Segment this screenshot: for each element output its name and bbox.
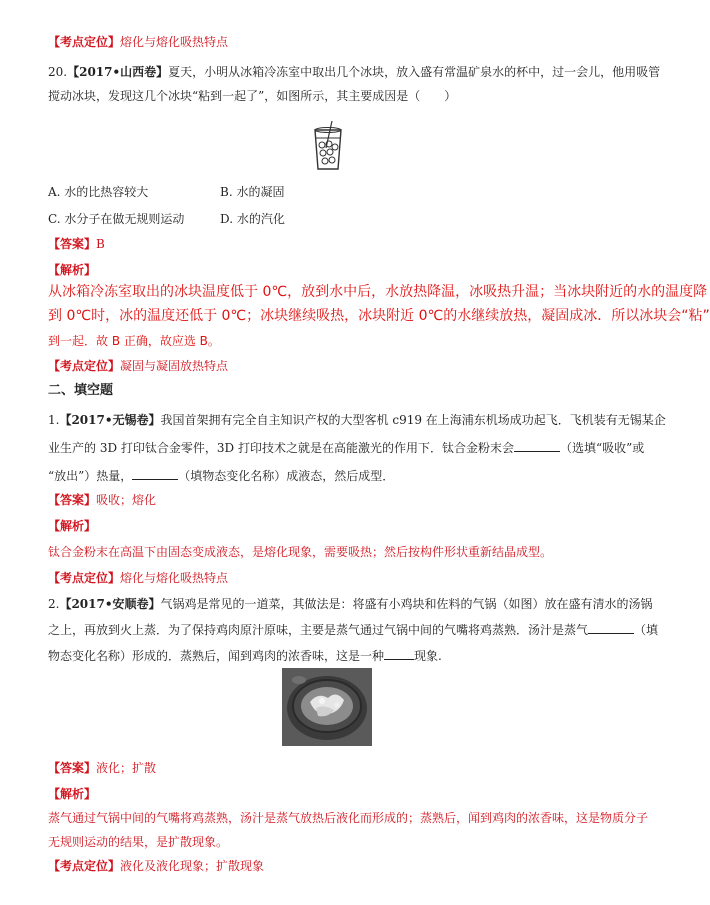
q2-answer-line: [48, 760, 596, 776]
q2-source: 【2017•安顺卷】: [59, 597, 161, 611]
analysis-tag: 【解析】: [48, 263, 97, 277]
q2-stem-line2: [48, 622, 659, 638]
q20-analysis-line3: 到一起．故 B 正确，故应选 B。: [48, 334, 220, 348]
q2-analysis-tag-line: [48, 786, 596, 802]
answer-text: B: [96, 237, 105, 251]
kaodian-text: 熔化与熔化吸热特点: [120, 571, 229, 585]
q20-stem-line1: [48, 64, 661, 80]
q20-analysis-line2: 到 0℃时，冰的温度还低于 0℃；冰块继续吸热，冰块附近 0℃的水继续放热，凝固成冰．所以冰块会“粘”: [48, 308, 710, 324]
q1-analysis-text: 钛合金粉末在高温下由固态变成液态，是熔化现象，需要吸热；然后按构件形状重新结晶成型。: [48, 545, 553, 559]
q1-stem-text3-start: “放出”）热量，: [48, 469, 133, 483]
answer-text: 吸收；熔化: [96, 493, 157, 507]
prev-kaodian-line: [48, 34, 596, 50]
answer-blank: [514, 440, 560, 452]
q2-number: 2.: [48, 597, 60, 611]
q2-stem-text1: 气锅鸡是常见的一道菜，其做法是：将盛有小鸡块和佐料的气锅（如图）放在盛有清水的汤锅: [160, 597, 653, 611]
answer-tag: 【答案】: [48, 493, 97, 507]
section-title: 二、填空题: [48, 383, 114, 398]
q2-stem-text2: 之上，再放到火上蒸．为了保持鸡肉原汁原味，主要是蒸气通过气锅中间的气嘴将鸡蒸熟．汤汁是蒸气: [48, 623, 589, 637]
q1-stem-text2-end: （选填“吸收”或: [559, 441, 645, 455]
q1-stem-line2: [48, 440, 645, 456]
q2-stem-line1: [48, 596, 653, 612]
q20-stem-line2: 搅动冰块，发现这几个冰块“粘到一起了”，如图所示，其主要成因是（ ）: [48, 89, 457, 103]
answer-tag: 【答案】: [48, 237, 97, 251]
q20-stem-text1: 夏天，小明从冰箱冷冻室中取出几个冰块，放入盛有常温矿泉水的杯中，过一会儿，他用吸管: [168, 65, 661, 79]
q2-stem-line3: [48, 648, 596, 664]
q20-number: 20.: [48, 65, 68, 79]
q2-analysis-line2: 无规则运动的结果，是扩散现象。: [48, 835, 229, 849]
answer-tag: 【答案】: [48, 761, 97, 775]
option-c: C. 水分子在做无规则运动: [48, 212, 185, 226]
kaodian-text: 凝固与凝固放热特点: [120, 359, 229, 373]
kaodian-tag: 【考点定位】: [48, 35, 121, 49]
q1-stem-line3: [48, 468, 596, 484]
q20-source: 【2017•山西卷】: [67, 65, 169, 79]
q2-stem-text3-end: 现象.: [414, 649, 442, 663]
q2-stem-text2-end: （填: [634, 623, 659, 637]
option-b: B. 水的凝固: [220, 185, 285, 199]
option-a: A. 水的比热容较大: [48, 185, 149, 199]
q2-stem-text3-start: 物态变化名称）形成的．蒸熟后，闻到鸡肉的浓香味，这是一种: [48, 649, 385, 663]
kaodian-tag: 【考点定位】: [48, 359, 121, 373]
q20-analysis-line1: 从冰箱冷冻室取出的冰块温度低于 0℃，放到水中后，水放热降温，冰吸热升温；当冰块附近的水的温度降: [48, 284, 708, 300]
kaodian-tag: 【考点定位】: [48, 859, 121, 873]
q1-answer-line: [48, 492, 596, 508]
steam-pot-photo: [282, 668, 372, 746]
q1-stem-text1: 我国首架拥有完全自主知识产权的大型客机 c919 在上海浦东机场成功起飞．飞机装有无锡某企: [160, 413, 666, 427]
q1-stem-text2: 业生产的 3D 打印钛合金零件，3D 打印技术之就是在高能激光的作用下．钛合金粉末会: [48, 441, 514, 455]
q20-analysis-tag-line: [48, 262, 596, 278]
ice-cup-figure: [308, 120, 348, 172]
ice-cup-icon: [308, 120, 348, 172]
analysis-tag: 【解析】: [48, 787, 97, 801]
q1-stem-text3-end: （填物态变化名称）成液态，然后成型．: [178, 469, 395, 483]
kaodian-text: 熔化与熔化吸热特点: [120, 35, 229, 49]
q2-analysis-line1: 蒸气通过气锅中间的气嘴将鸡蒸熟，汤汁是蒸气放热后液化而形成的；蒸熟后，闻到鸡肉的浓香味，这是物质分子: [48, 811, 649, 825]
q1-analysis-tag-line: [48, 518, 596, 534]
answer-blank: [588, 622, 634, 634]
q2-kaodian-line: [48, 858, 596, 874]
option-d: D. 水的汽化: [220, 212, 285, 226]
answer-text: 液化；扩散: [96, 761, 157, 775]
analysis-tag: 【解析】: [48, 519, 97, 533]
q1-source: 【2017•无锡卷】: [59, 413, 161, 427]
answer-blank: [132, 468, 178, 480]
answer-blank: [384, 648, 414, 660]
kaodian-tag: 【考点定位】: [48, 571, 121, 585]
q20-answer-line: [48, 236, 596, 252]
q20-kaodian-line: [48, 358, 596, 374]
steam-pot-icon: [282, 668, 372, 746]
kaodian-text: 液化及液化现象；扩散现象: [120, 859, 265, 873]
q1-kaodian-line: [48, 570, 596, 586]
q1-number: 1.: [48, 413, 60, 427]
q1-stem-line1: [48, 412, 666, 428]
